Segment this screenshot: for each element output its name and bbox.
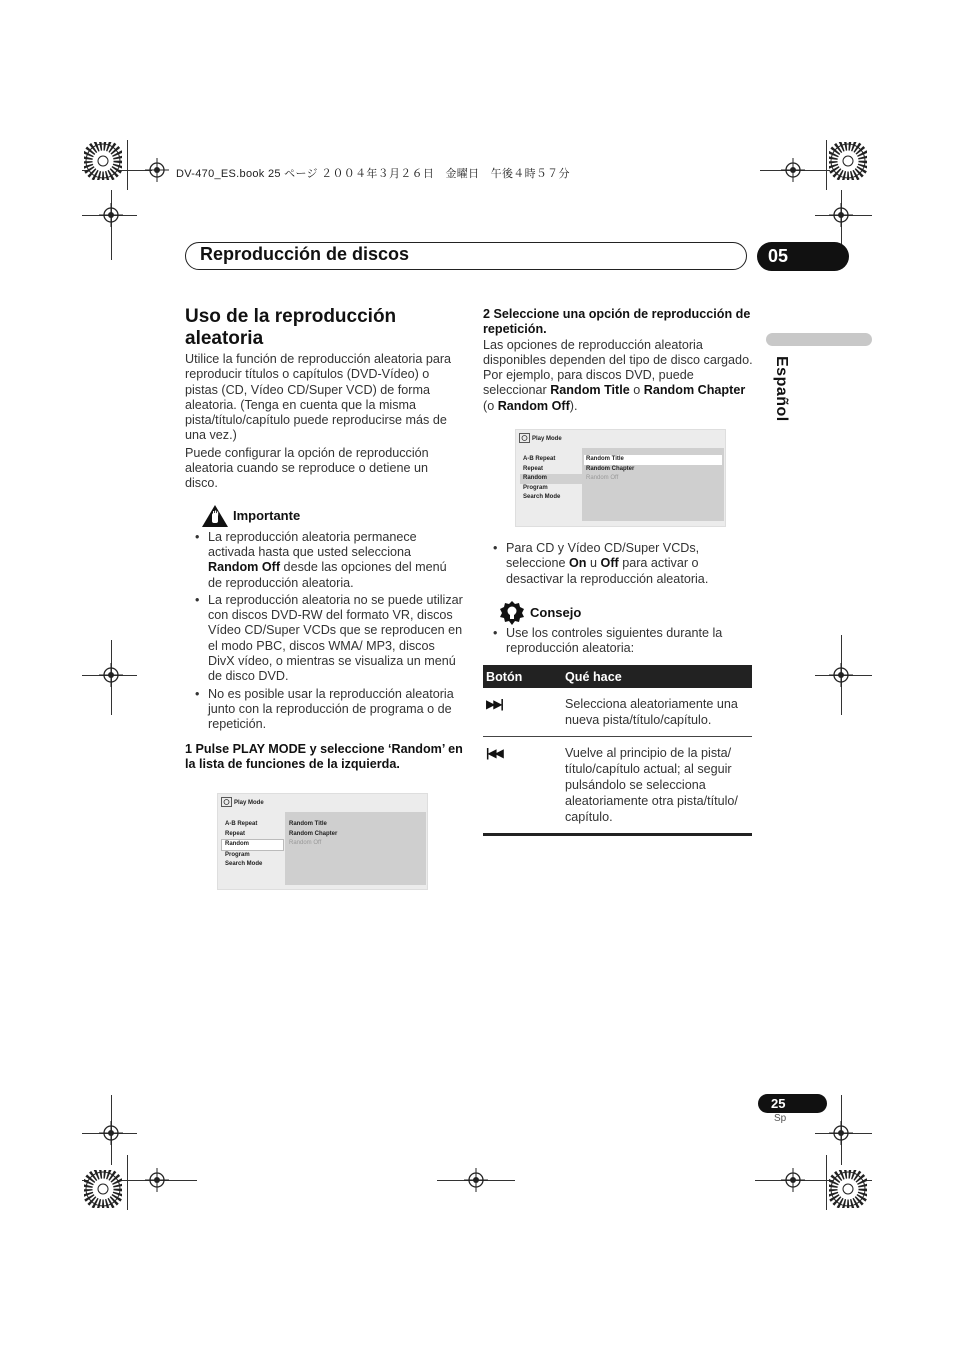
screen-title: Play Mode	[532, 436, 562, 442]
list-item	[185, 530, 463, 591]
menu-item[interactable]: Repeat	[523, 465, 544, 472]
column-header: Qué hace	[562, 665, 752, 688]
registration-target-icon	[829, 663, 853, 687]
warning-hand-icon	[201, 504, 229, 528]
text-run: para activar o desactivar la reproducción aleatoria.	[506, 556, 709, 586]
config-paragraph: Puede configurar la opción de reproducción aleatoria cuando se reproduce o detiene un disco.	[185, 445, 429, 491]
option-item[interactable]: Random Title	[289, 821, 327, 827]
controls-table	[483, 665, 752, 836]
left-column	[185, 306, 463, 772]
option-item-selected[interactable]: Random Title	[584, 455, 722, 465]
section-heading: Uso de la reproducción aleatoria	[185, 306, 397, 349]
registration-target-icon	[829, 203, 853, 227]
disc-player-icon	[519, 433, 530, 443]
screen-menu	[222, 820, 284, 870]
list-item	[483, 541, 758, 587]
options-list	[584, 455, 722, 484]
button-cell	[483, 737, 562, 835]
menu-item-highlighted[interactable]: Random	[520, 474, 582, 484]
text-run: Para CD y Vídeo CD/Super VCDs, seleccione	[506, 541, 700, 571]
bold-term: Random Off	[208, 560, 281, 575]
tip-title: Consejo	[530, 605, 582, 621]
step-2: 2 Seleccione una opción de reproducción de repetición.	[483, 307, 751, 337]
menu-item[interactable]: Program	[225, 851, 250, 858]
bold-term: Off	[600, 556, 619, 571]
bold-term: On	[569, 556, 587, 571]
options-list	[287, 820, 424, 849]
button-cell	[483, 688, 562, 737]
text-run: u	[586, 556, 601, 571]
page-number-badge: 25	[758, 1094, 827, 1113]
registration-target-icon	[99, 663, 123, 687]
description-cell: Selecciona aleatoriamente una nueva pista/título/capítulo.	[562, 688, 752, 737]
option-item[interactable]: Random Off	[289, 840, 322, 847]
list-item: • La reproducción aleatoria no se puede utilizar con discos DVD-RW del formato VR, discos Vídeo CD/Super VCDs que se reproducen en el modo PBC, discos WMA/ MP3, discos DivX vídeo, o mientras se visualiza un menú de disco DVD.	[185, 593, 463, 685]
table-header-row	[483, 665, 752, 688]
sunburst-target-icon	[829, 142, 867, 180]
screen-title: Play Mode	[234, 800, 264, 806]
language-tab	[766, 333, 872, 346]
lightbulb-icon	[498, 601, 526, 625]
table-row	[483, 737, 752, 835]
cd-bullet-list	[483, 541, 758, 587]
important-callout-title	[201, 504, 463, 528]
table-row	[483, 688, 752, 737]
bold-term: Random Chapter	[643, 383, 746, 398]
menu-item[interactable]: Search Mode	[523, 494, 561, 501]
text-run: o	[629, 383, 644, 398]
screen-menu	[520, 455, 582, 503]
next-track-icon: ▶▶|	[486, 697, 502, 712]
language-label: Español	[773, 356, 790, 422]
important-title: Importante	[233, 508, 301, 524]
crop-line	[826, 140, 827, 190]
option-item[interactable]: Random Chapter	[289, 830, 338, 837]
column-header: Botón	[483, 665, 562, 688]
text-run: desde las opciones del menú de reproducción aleatoria.	[208, 560, 447, 590]
registration-target-icon	[829, 1121, 853, 1145]
right-column	[483, 307, 758, 414]
option-item[interactable]: Random Off	[586, 475, 619, 482]
registration-target-icon	[781, 1168, 805, 1192]
sunburst-target-icon	[84, 1170, 122, 1208]
play-mode-screen	[515, 429, 726, 527]
text-run: La reproducción aleatoria permanece activada hasta que usted selecciona	[208, 529, 417, 559]
menu-item[interactable]: A-B Repeat	[523, 456, 556, 462]
chapter-number-badge: 05	[757, 242, 849, 271]
options-paragraph	[483, 338, 758, 414]
option-item[interactable]: Random Chapter	[586, 465, 635, 472]
text-run: (o	[483, 398, 498, 413]
menu-item[interactable]: Repeat	[225, 830, 246, 837]
previous-track-icon: |◀◀	[486, 746, 502, 761]
right-column-lower	[483, 541, 758, 836]
crop-line	[127, 1155, 128, 1210]
play-mode-screen	[217, 793, 428, 890]
registration-target-icon	[464, 1168, 488, 1192]
registration-target-icon	[145, 1168, 169, 1192]
text-run: ).	[569, 398, 578, 413]
step-1: 1 Pulse PLAY MODE y seleccione ‘Random’ en la lista de funciones de la izquierda.	[185, 741, 463, 771]
sunburst-target-icon	[84, 142, 122, 180]
crop-line	[127, 140, 128, 190]
registration-target-icon	[99, 1121, 123, 1145]
print-header: DV-470_ES.book 25 ページ ２００４年３月２６日 金曜日 午後４時５７分	[176, 168, 570, 180]
text-run: Las opciones de reproducción aleatoria disponibles dependen del tipo de disco cargado. Por ejemplo, para discos DVD, puede seleccionar	[483, 337, 753, 398]
crop-line	[826, 1155, 827, 1210]
description-cell: Vuelve al principio de la pista/ título/capítulo actual; al seguir pulsándolo se selecciona aleatoriamente otra pista/título/ capítulo.	[562, 737, 752, 835]
menu-item[interactable]: A-B Repeat	[225, 821, 258, 827]
sunburst-target-icon	[829, 1170, 867, 1208]
tip-list	[483, 626, 758, 657]
list-item: • Use los controles siguientes durante la reproducción aleatoria:	[483, 626, 758, 657]
bold-term: Random Off	[497, 398, 570, 413]
menu-item[interactable]: Program	[523, 484, 548, 491]
registration-target-icon	[145, 158, 169, 182]
menu-item[interactable]: Search Mode	[225, 861, 263, 868]
registration-target-icon	[781, 158, 805, 182]
registration-target-icon	[99, 203, 123, 227]
tip-callout-title	[498, 601, 758, 625]
bold-term: Random Title	[550, 383, 630, 398]
list-item: • No es posible usar la reproducción aleatoria junto con la reproducción de programa o de repetición.	[185, 687, 463, 733]
disc-player-icon	[221, 797, 232, 807]
menu-item-selected[interactable]: Random	[221, 839, 284, 851]
section-title: Reproducción de discos	[200, 244, 410, 264]
important-list	[185, 530, 463, 733]
intro-paragraph: Utilice la función de reproducción aleatoria para reproducir títulos o capítulos (DVD-Vídeo) o pistas (CD, Vídeo CD/Super VCD) de forma aleatoria. (Tenga en cuenta que la misma pista/título/capítulo puede reproducirse más de una vez.)	[185, 352, 452, 443]
page-language-code: Sp	[774, 1113, 787, 1124]
